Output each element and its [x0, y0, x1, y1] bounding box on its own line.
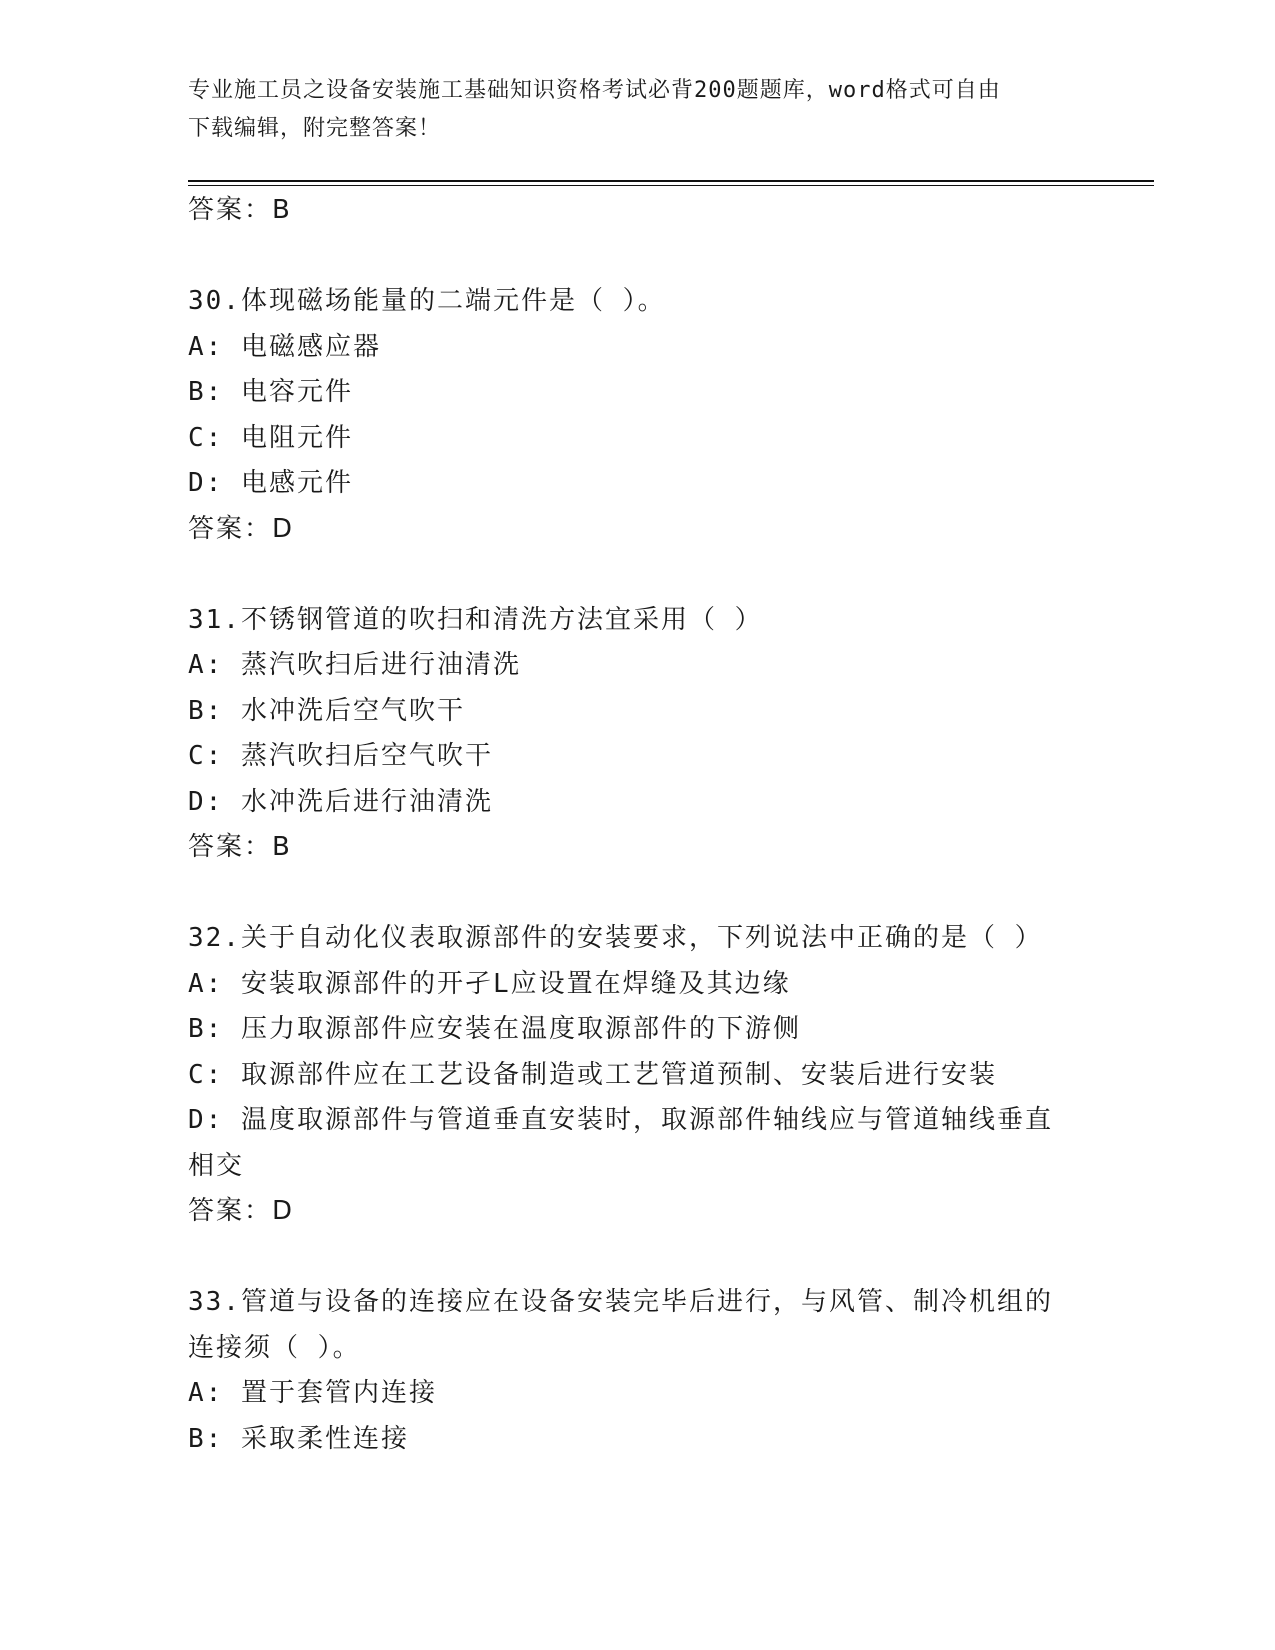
option-b: B: 水冲洗后空气吹干 [188, 695, 465, 726]
question-33-continued: 连接须（ ）。 [188, 1332, 361, 1363]
header-rule-thick [188, 180, 1154, 182]
answer-line: 答案：D [188, 513, 295, 544]
option-a: A: 蒸汽吹扫后进行油清洗 [188, 650, 521, 680]
spacer [188, 552, 1088, 598]
question-30: 30.体现磁场能量的二端元件是（ ）。 [188, 286, 666, 316]
option-b: B: 采取柔性连接 [188, 1423, 409, 1454]
option-d: D: 电感元件 [188, 468, 353, 498]
spacer [188, 1235, 1088, 1281]
question-33: 33.管道与设备的连接应在设备安装完毕后进行，与风管、制冷机组的 [188, 1287, 1053, 1317]
option-a: A: 置于套管内连接 [188, 1378, 437, 1408]
option-a: A: 安装取源部件的开孑L应设置在焊缝及其边缘 [188, 968, 791, 999]
spacer [188, 871, 1088, 917]
option-c: C: 蒸汽吹扫后空气吹干 [188, 741, 493, 771]
option-b: B: 压力取源部件应安装在温度取源部件的下游侧 [188, 1014, 801, 1044]
option-b: B: 电容元件 [188, 377, 353, 407]
spacer [188, 234, 1088, 280]
header-rule-thin [188, 185, 1154, 186]
answer-line: 答案：B [188, 195, 292, 225]
option-a: A: 电磁感应器 [188, 331, 381, 362]
option-c: C: 电阻元件 [188, 422, 353, 453]
header-line-1: 专业施工员之设备安装施工基础知识资格考试必背200题题库，word格式可自由 [188, 78, 1001, 103]
header-line-2: 下载编辑，附完整答案！ [188, 116, 442, 141]
option-d-continued: 相交 [188, 1150, 245, 1181]
document-body [188, 188, 1088, 1462]
document-header [188, 72, 1088, 148]
answer-line: 答案：D [188, 1196, 295, 1226]
question-31: 31.不锈钢管道的吹扫和清洗方法宜采用（ ） [188, 604, 763, 635]
option-c: C: 取源部件应在工艺设备制造或工艺管道预制、安装后进行安装 [188, 1059, 997, 1090]
option-d: D: 温度取源部件与管道垂直安装时，取源部件轴线应与管道轴线垂直 [188, 1105, 1053, 1135]
option-d: D: 水冲洗后进行油清洗 [188, 786, 493, 817]
question-32: 32.关于自动化仪表取源部件的安装要求，下列说法中正确的是（ ） [188, 923, 1043, 953]
answer-line: 答案：B [188, 832, 292, 862]
